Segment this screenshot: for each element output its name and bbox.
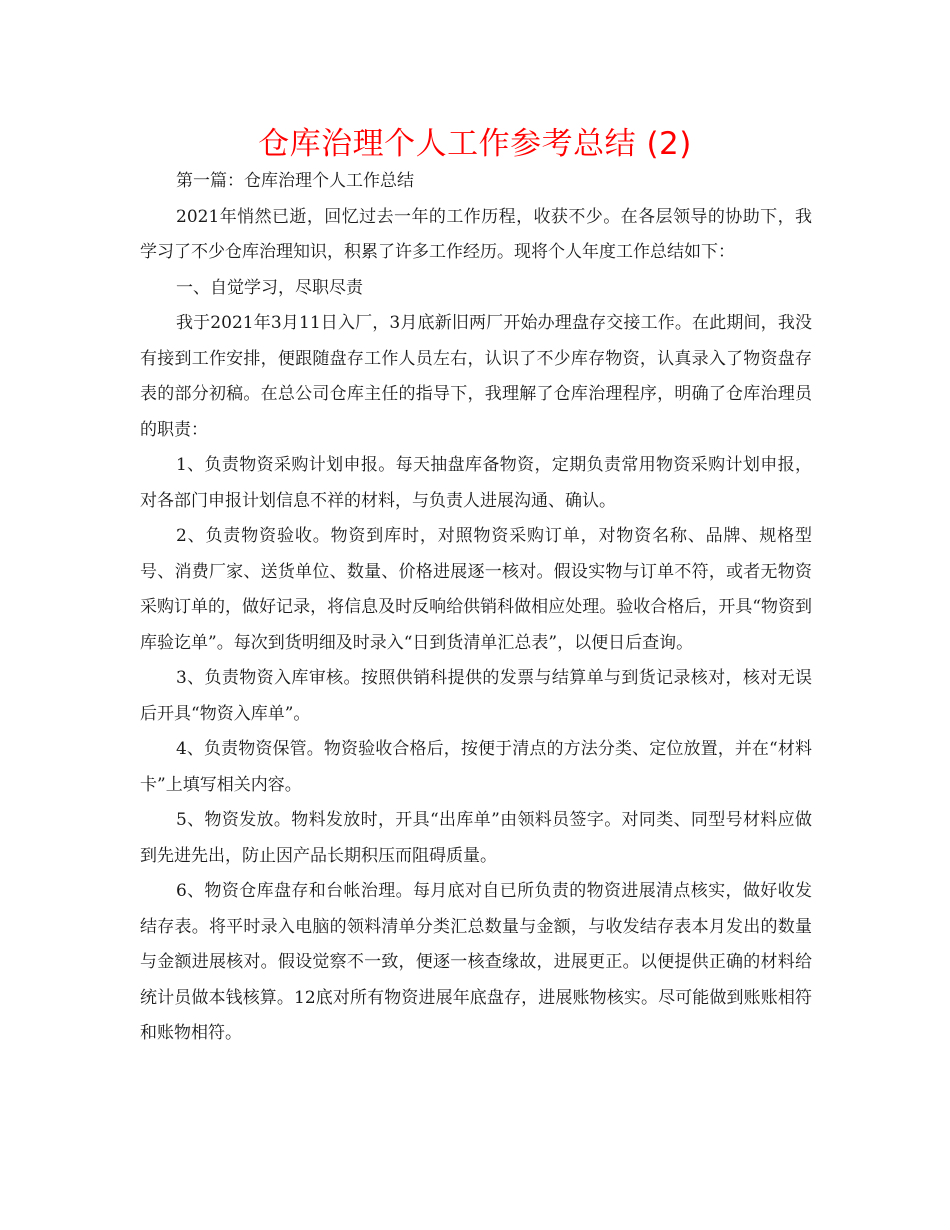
document-body bbox=[140, 164, 812, 1052]
section-heading: 一、自觉学习，尽职尽责 bbox=[176, 277, 363, 298]
document-title: 仓库治理个人工作参考总结 (2) bbox=[258, 126, 692, 162]
list-item: 3、负责物资入库审核。按照供销科提供的发票与结算单与到货记录核对，核对无误后开具“物资入库单”。 bbox=[140, 668, 812, 724]
list-item: 1、负责物资采购计划申报。每天抽盘库备物资，定期负责常用物资采购计划申报，对各部门申报计划信息不祥的材料，与负责人进展沟通、确认。 bbox=[140, 455, 812, 511]
section-heading: 第一篇：仓库治理个人工作总结 bbox=[176, 171, 414, 191]
list-item: 5、物资发放。物料发放时，开具“出库单”由领料员签字。对同类、同型号材料应做到先进先出，防止因产品长期积压而阻碍质量。 bbox=[140, 810, 812, 866]
list-item: 6、物资仓库盘存和台帐治理。每月底对自已所负责的物资进展清点核实，做好收发结存表。将平时录入电脑的领料清单分类汇总数量与金额，与收发结存表本月发出的数量与金额进展核对。假设觉察不一致，便逐一核查缘故，进展更正。以便提供正确的材料给统计员做本钱核算。12底对所有物资进展年底盘存，进展账物核实。尽可能做到账账相符和账物相符。 bbox=[140, 881, 812, 1043]
list-item: 2、负责物资验收。物资到库时，对照物资采购订单，对物资名称、品牌、规格型号、消费厂家、送货单位、数量、价格进展逐一核对。假设实物与订单不符，或者无物资采购订单的，做好记录，将信息及时反响给供销科做相应处理。验收合格后，开具“物资到库验讫单”。每次到货明细及时录入“日到货清单汇总表”，以便日后查询。 bbox=[140, 526, 812, 653]
paragraph: 2021年悄然已逝，回忆过去一年的工作历程，收获不少。在各层领导的协助下，我学习了不少仓库治理知识，积累了许多工作经历。现将个人年度工作总结如下： bbox=[140, 206, 812, 262]
list-item: 4、负责物资保管。物资验收合格后，按便于清点的方法分类、定位放置，并在“材料卡”上填写相关内容。 bbox=[140, 739, 812, 795]
paragraph: 我于2021年3月11日入厂，3月底新旧两厂开始办理盘存交接工作。在此期间，我没有接到工作安排，便跟随盘存工作人员左右，认识了不少库存物资，认真录入了物资盘存表的部分初稿。在总公司仓库主任的指导下，我理解了仓库治理程序，明确了仓库治理员的职责： bbox=[140, 313, 812, 440]
